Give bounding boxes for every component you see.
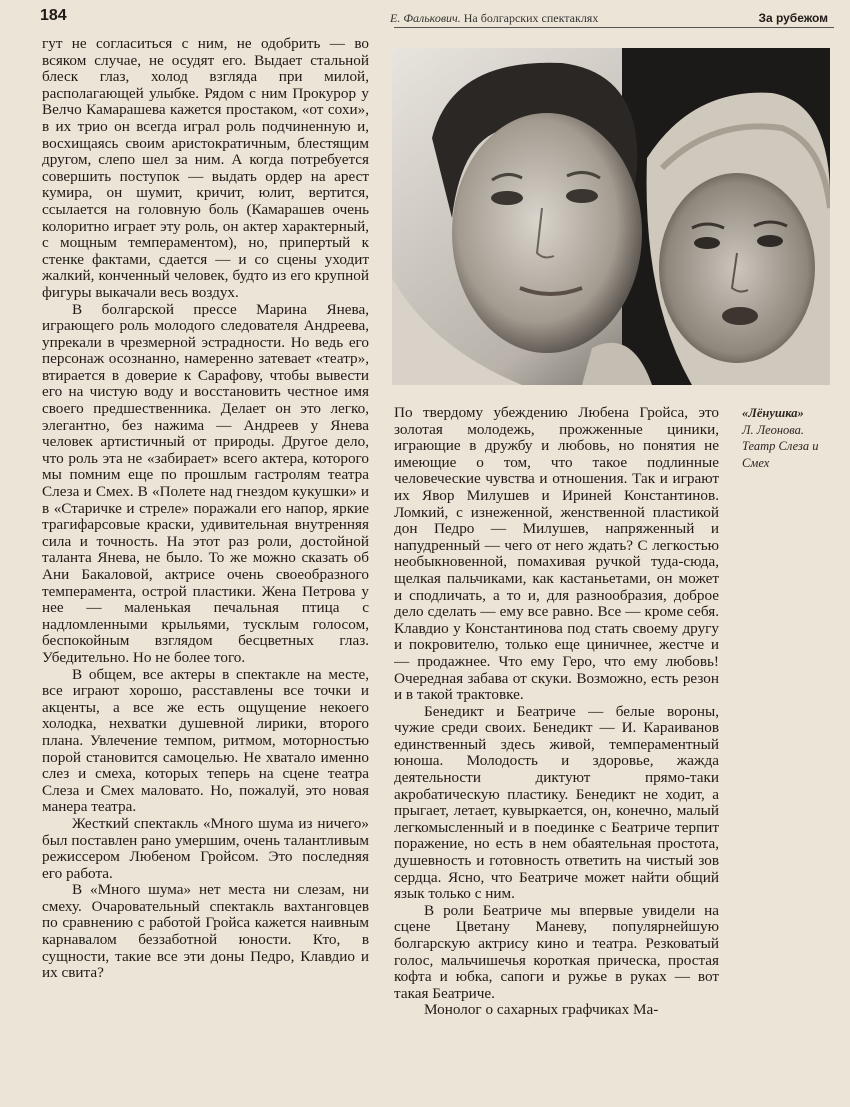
caption-author: Л. Леонова. [742,422,804,437]
section-title: За рубежом [758,11,828,25]
paragraph: гут не согласиться с ним, не одобрить — во всяком случае, не осудят его. Выдает стальной блеск глаз, холод взгляда при милой, располагающей улыбке. Рядом с ним Прокурор у Велчо Камарашева кажется простаком, «от сохи», в их трио он всегда играл роль подчиненную и, восхищаясь своим аристократичным, блестящим другом, слепо шел за ним. А когда потребуется совершить поступок — выдать ордер на арест кумира, он шумит, кричит, юлит, вертится, ссылается на головную боль (Камарашев очень колоритно играет эту роль, он актер характерный, с мощным темпераментом), но, припертый к стенке фактами, сдается — и со сцены уходит жалкий, конченный человек, будто из его крупной фигуры выкачали весь воздух. [42,36,369,301]
running-head [390,11,598,26]
running-author: Е. Фалькович. [390,11,461,25]
caption-play-title: «Лёнушка» [742,406,804,420]
paragraph: В общем, все актеры в спектакле на месте, все играют хорошо, расставлены все точки и акценты, а все же есть ощущение некоего холодка, нехватки душевной лирики, второго плана. Увлечение темпом, ритмом, моторностью порой становится самоцелью. Не хватало именно слез и смеха, которых теперь на сцене театра Слеза и Смех маловато. Но, пожалуй, это новая манера театра. [42,665,369,816]
page-number: 184 [40,7,67,24]
paragraph: В «Много шума» нет места ни слезам, ни смеху. Очаровательный спектакль вахтанговцев по сравнению с работой Гройса кажется наивным карнавалом беззаботной юности. Кто, в сущности, такие все эти доны Педро, Клавдио и их свита? [42,881,369,982]
paragraph: Монолог о сахарных графчиках Ма- [424,1001,659,1019]
photo-caption [742,405,832,471]
page-header [40,5,836,31]
header-rule [394,27,834,28]
photo-illustration [392,48,830,385]
production-photo [392,48,830,385]
paragraph: Жесткий спектакль «Много шума из ничего» был поставлен рано умершим, очень талантливым режиссером Любеном Гройсом. Это последняя его работа. [42,814,369,882]
paragraph: В роли Беатриче мы впервые увидели на сцене Цветану Маневу, популярнейшую болгарскую актрису кино и театра. Резковатый голос, мальчишечья короткая прическа, простая кофта и юбка, сапоги и ружье в руках — вот такая Беатриче. [394,901,719,1002]
caption-theatre: Театр Слеза и Смех [742,439,819,470]
left-column [42,36,369,1091]
paragraph: По твердому убеждению Любена Гройса, это золотая молодежь, прожженные циники, играющие в дружбу и любовь, но понятия не имеющие о том, что такое подлинные человеческие чувства и отношения. Так и играют их Явор Милушев и Ириней Константинов. Ломкий, с изнеженной, женственной пластикой дон Педро — Милушев, напряженный и напудренный — чего от него ждать? С легкостью необыкновенной, помахивая ручкой туда-сюда, щелкая пальчиками, как кастаньетами, он может и сподличать, а то и, для разнообразия, доброе дело сделать — ему все равно. Все — кроме себя. Клавдио у Константинова под стать своему другу и покровителю, только еще циничнее, жестче и — продажнее. Что ему Геро, что ему любовь! Очередная забава от скуки. Возможно, есть резон и в такой трактовке. [394,405,719,704]
running-title: На болгарских спектаклях [463,11,599,25]
paragraph: Бенедикт и Беатриче — белые вороны, чужие среди своих. Бенедикт — И. Караиванов единственный здесь живой, темпераментный юноша. Молодость и здоровье, жажда деятельности диктуют прямо-таки акробатическую пластику. Бенедикт не ходит, а прыгает, летает, кувыркается, он, конечно, малый легкомысленный и в поединке с Беатриче терпит поражение, но есть в нем обаятельная простота, душевность и готовность ответить на чистый зов сердца. Ясно, что Беатриче может найти общий язык только с ним. [394,702,719,903]
middle-column [394,405,719,1095]
paragraph: В болгарской прессе Марина Янева, играющего роль молодого следователя Андреева, упрекали в чрезмерной эстрадности. Но ведь его персонаж осознанно, намеренно затевает «театр», втирается в доверие к Сарафову, чтобы вывести его на чистую воду и восстановить честное имя своего предшественника. Делает он это легко, элегантно, без нажима — Андреев у Янева человек артистичный от природы. Другое дело, что роль эта не «забирает» всего актера, которого мы помним еще по прошлым гастролям театра Слеза и Смех. В «Полете над гнездом кукушки» и в «Старичке и стреле» поражали его напор, яркие трагифарсовые краски, удивительная внутренняя сила и точность. На этот раз роли, достойной таланта Янева, не было. То же можно сказать об Ани Бакаловой, актрисе очень своеобразного темперамента, острой пластики. Жена Петрова у нее — маленькая печальная птица с надломленными крыльями, тусклым голосом, беспокойным взглядом бесцветных глаз. Убедительно. Но не более того. [42,300,369,666]
